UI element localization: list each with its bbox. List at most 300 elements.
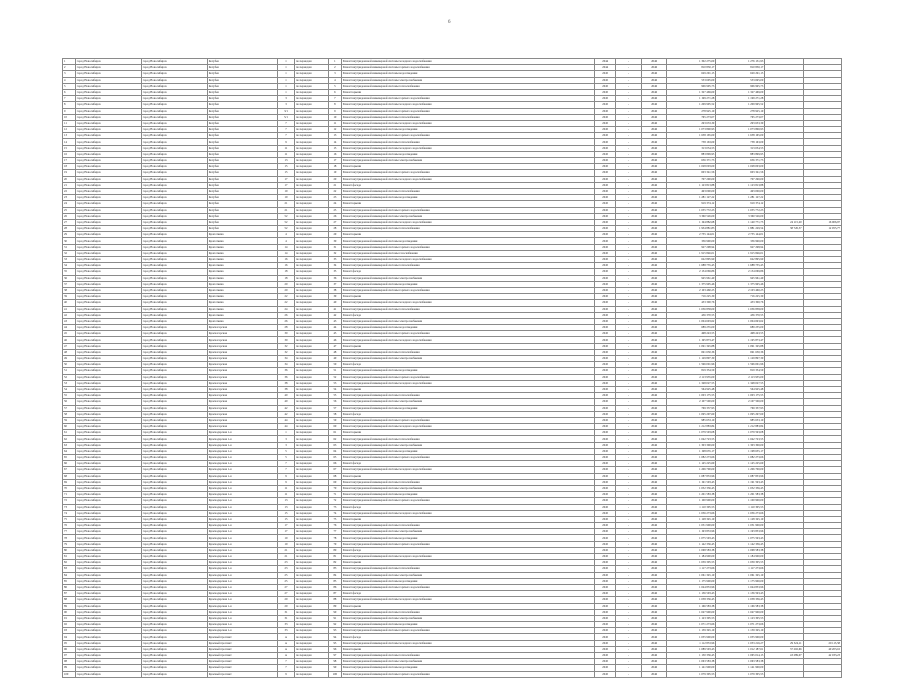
table-cell: - bbox=[616, 65, 642, 71]
table-cell: 62 bbox=[329, 436, 342, 442]
table-cell: город Новосибирск bbox=[75, 244, 141, 250]
table-cell: город Новосибирск bbox=[141, 102, 207, 108]
table-cell: 100 bbox=[63, 671, 76, 677]
table-cell: 41 bbox=[63, 306, 76, 312]
table-cell: город Новосибирск bbox=[75, 318, 141, 324]
table-cell: 1 bbox=[277, 71, 294, 77]
table-cell: 90 bbox=[329, 609, 342, 615]
table-cell: 1 117 273,66 bbox=[716, 566, 765, 572]
table-cell: 1 195 873,47 bbox=[716, 337, 765, 343]
table-cell: 20 bbox=[277, 281, 294, 287]
table-cell: город Новосибирск bbox=[141, 337, 207, 343]
table-cell: 60 bbox=[329, 424, 342, 430]
table-cell: 2045 bbox=[595, 331, 616, 337]
table-cell: город Новосибирск bbox=[141, 306, 207, 312]
table-cell: 2045 bbox=[595, 492, 616, 498]
table-cell: - bbox=[616, 479, 642, 485]
table-cell: 72 bbox=[63, 498, 76, 504]
table-cell: Ремонт внутридомовой инженерной системы теплоснабжения bbox=[341, 139, 594, 145]
table-cell: Краснодарская 1-я bbox=[207, 578, 277, 584]
table-cell: - bbox=[616, 207, 642, 213]
table-cell: 1 095 297,60 bbox=[716, 411, 765, 417]
table-cell: 493 000,00 bbox=[716, 188, 765, 194]
table-cell: Ремонт внутридомовой инженерной системы теплоснабжения bbox=[341, 114, 594, 120]
table-cell: 1 042 723,55 bbox=[667, 436, 716, 442]
table-cell: по периодам bbox=[294, 492, 328, 498]
table-cell: 1 129 897,30 bbox=[667, 356, 716, 362]
table-cell: 15 bbox=[63, 145, 76, 151]
table-cell: город Новосибирск bbox=[75, 510, 141, 516]
table-cell: 2045 bbox=[595, 646, 616, 652]
table-cell: город Новосибирск bbox=[75, 634, 141, 640]
table-cell: 1 bbox=[277, 77, 294, 83]
table-cell: по периодам bbox=[294, 195, 328, 201]
table-cell: 38 bbox=[277, 380, 294, 386]
table-cell: по периодам bbox=[294, 164, 328, 170]
table-cell: 2045 bbox=[595, 250, 616, 256]
table-cell: - bbox=[616, 145, 642, 151]
table-cell: 1 327 469,00 bbox=[716, 89, 765, 95]
table-cell: Кочубея bbox=[207, 219, 277, 225]
table-cell: 17 bbox=[329, 158, 342, 164]
table-cell: 2046 bbox=[641, 547, 667, 553]
table-cell: 985 653,10 bbox=[716, 417, 765, 423]
table-cell: Красногорская bbox=[207, 405, 277, 411]
table-cell: 2045 bbox=[595, 158, 616, 164]
table-cell: Ремонт внутридомовой инженерной системы горячего водоснабжения bbox=[341, 331, 594, 337]
table-cell: 2046 bbox=[641, 71, 667, 77]
table-cell: город Новосибирск bbox=[141, 529, 207, 535]
table-cell: Ремонт внутридомовой инженерной системы холодного водоснабжения bbox=[341, 467, 594, 473]
table-cell: 9 bbox=[329, 108, 342, 114]
table-cell: 553 695,00 bbox=[667, 77, 716, 83]
table-cell: город Новосибирск bbox=[75, 188, 141, 194]
table-cell: 906 995,73 bbox=[716, 83, 765, 89]
table-cell: Красный проспект bbox=[207, 671, 277, 677]
table-cell: 11 bbox=[63, 120, 76, 126]
table-cell: Ремонт внутридомовой инженерной системы водоотведения bbox=[341, 368, 594, 374]
table-cell: 12 bbox=[63, 127, 76, 133]
table-cell: 758 163,09 bbox=[667, 139, 716, 145]
table-cell: 2045 bbox=[595, 510, 616, 516]
table-cell: 1 110 305,53 bbox=[716, 504, 765, 510]
table-cell: город Новосибирск bbox=[141, 362, 207, 368]
table-cell: 2045 bbox=[595, 659, 616, 665]
table-cell: 2046 bbox=[641, 306, 667, 312]
table-cell: 37 bbox=[329, 281, 342, 287]
table-cell: Ремонт фасада bbox=[341, 411, 594, 417]
table-cell: город Новосибирск bbox=[141, 368, 207, 374]
table-cell: 24 bbox=[329, 201, 342, 207]
table-cell: - bbox=[616, 430, 642, 436]
table-cell: город Новосибирск bbox=[141, 275, 207, 281]
table-cell: по периодам bbox=[294, 337, 328, 343]
table-cell: по периодам bbox=[294, 473, 328, 479]
table-cell: 2046 bbox=[641, 114, 667, 120]
table-cell: 2046 bbox=[641, 368, 667, 374]
table-cell: 41 bbox=[329, 306, 342, 312]
table-cell: город Новосибирск bbox=[141, 213, 207, 219]
table-cell: 40 203,16 bbox=[803, 646, 841, 652]
table-cell: 1 091 345,88 bbox=[716, 343, 765, 349]
table-cell: по периодам bbox=[294, 127, 328, 133]
table-cell: 1 915 846,01 bbox=[716, 250, 765, 256]
table-cell: по периодам bbox=[294, 671, 328, 677]
table-cell: 69 bbox=[329, 479, 342, 485]
table-cell: 13 bbox=[329, 133, 342, 139]
table-cell: по периодам bbox=[294, 529, 328, 535]
table-cell: 31 bbox=[329, 244, 342, 250]
table-cell: 2045 bbox=[595, 430, 616, 436]
table-cell: 9 bbox=[277, 139, 294, 145]
table-cell: по периодам bbox=[294, 281, 328, 287]
table-cell: 1 036 858,00 bbox=[667, 306, 716, 312]
table-cell: Ремонт внутридомовой инженерной системы горячего водоснабжения bbox=[341, 541, 594, 547]
table-cell: город Новосибирск bbox=[141, 653, 207, 659]
table-cell: 689 255,00 bbox=[667, 325, 716, 331]
table-cell: Кочубея bbox=[207, 213, 277, 219]
table-cell: Ремонт крыши bbox=[341, 164, 594, 170]
table-cell: 1 142 336,45 bbox=[667, 541, 716, 547]
table-cell: 57 bbox=[63, 405, 76, 411]
table-cell: 2046 bbox=[641, 646, 667, 652]
table-cell: 2045 bbox=[595, 535, 616, 541]
table-cell: 1 166 583,38 bbox=[716, 603, 765, 609]
table-cell: по периодам bbox=[294, 479, 328, 485]
table-cell: 2046 bbox=[641, 164, 667, 170]
table-cell: город Новосибирск bbox=[75, 380, 141, 386]
table-cell: Красногорская bbox=[207, 399, 277, 405]
table-cell: 2 113 935,00 bbox=[667, 374, 716, 380]
table-cell: 17 bbox=[277, 182, 294, 188]
table-cell: 2045 bbox=[595, 133, 616, 139]
table-cell: Кропоткина bbox=[207, 306, 277, 312]
table-cell: 293 633,39 bbox=[667, 120, 716, 126]
table-cell: - bbox=[616, 424, 642, 430]
table-cell: по периодам bbox=[294, 498, 328, 504]
table-cell: 1 bbox=[277, 65, 294, 71]
table-cell: 18 bbox=[277, 275, 294, 281]
table-cell: по периодам bbox=[294, 226, 328, 232]
table-cell: 2046 bbox=[641, 603, 667, 609]
table-cell: - bbox=[616, 510, 642, 516]
table-cell: 2046 bbox=[641, 591, 667, 597]
table-cell: - bbox=[616, 275, 642, 281]
table-cell: Кочубея bbox=[207, 83, 277, 89]
table-cell: 82 bbox=[63, 560, 76, 566]
table-cell: 75 bbox=[329, 516, 342, 522]
table-cell: город Новосибирск bbox=[75, 213, 141, 219]
table-cell: - bbox=[616, 653, 642, 659]
table-cell: 43 bbox=[63, 318, 76, 324]
table-cell: 1 039 305,53 bbox=[667, 560, 716, 566]
table-cell: 77 bbox=[329, 529, 342, 535]
table-cell: город Новосибирск bbox=[75, 436, 141, 442]
table-cell: 58 bbox=[63, 411, 76, 417]
table-cell: 66 bbox=[63, 461, 76, 467]
table-cell: 2046 bbox=[641, 158, 667, 164]
table-cell: Ремонт внутридомовой инженерной системы горячего водоснабжения bbox=[341, 374, 594, 380]
table-cell: - bbox=[616, 411, 642, 417]
table-cell: 80 bbox=[63, 547, 76, 553]
table-cell: Ремонт крыши bbox=[341, 89, 594, 95]
table-cell: 77 bbox=[63, 529, 76, 535]
table-cell: 15 bbox=[277, 510, 294, 516]
table-cell: город Новосибирск bbox=[75, 424, 141, 430]
table-cell: 810 830,17 bbox=[716, 65, 765, 71]
table-cell: город Новосибирск bbox=[141, 325, 207, 331]
table-cell: Ремонт внутридомовой инженерной системы электроснабжения bbox=[341, 399, 594, 405]
table-cell: 19 bbox=[277, 188, 294, 194]
table-cell: 453 300,76 bbox=[667, 300, 716, 306]
table-cell: город Новосибирск bbox=[141, 665, 207, 671]
table-cell: - bbox=[616, 294, 642, 300]
table-cell: Кочубея bbox=[207, 114, 277, 120]
table-cell: город Новосибирск bbox=[75, 356, 141, 362]
table-cell: 2046 bbox=[641, 108, 667, 114]
table-cell: 1 112 853,96 bbox=[667, 640, 716, 646]
table-cell: - bbox=[616, 646, 642, 652]
table-cell: 769 337,93 bbox=[716, 405, 765, 411]
table-cell: Кочубея bbox=[207, 164, 277, 170]
table-cell: 2046 bbox=[641, 609, 667, 615]
table-cell: 1 079 593,08 bbox=[667, 430, 716, 436]
table-cell: 2045 bbox=[595, 417, 616, 423]
table-cell: 1 079 305,53 bbox=[716, 671, 765, 677]
table-cell: 1 348 027,55 bbox=[667, 380, 716, 386]
table-cell: 3 bbox=[277, 436, 294, 442]
table-cell: 31 bbox=[63, 244, 76, 250]
table-cell: Ремонт внутридомовой инженерной системы холодного водоснабжения bbox=[341, 554, 594, 560]
table-cell: 29 bbox=[63, 232, 76, 238]
table-cell: 82 bbox=[329, 560, 342, 566]
table-cell: по периодам bbox=[294, 232, 328, 238]
table-cell: 1 055 772,23 bbox=[716, 207, 765, 213]
table-cell: 707 290,00 bbox=[716, 176, 765, 182]
table-cell: 1 036 273,66 bbox=[716, 510, 765, 516]
table-cell: Красногорская bbox=[207, 393, 277, 399]
table-cell: Ремонт внутридомовой инженерной системы горячего водоснабжения bbox=[341, 671, 594, 677]
table-cell: Ремонт внутридомовой инженерной системы теплоснабжения bbox=[341, 393, 594, 399]
table-cell: - bbox=[616, 584, 642, 590]
table-cell: 1 303 300,00 bbox=[667, 442, 716, 448]
table-cell: 1 212 883,84 bbox=[716, 424, 765, 430]
table-cell: 1 184 900,00 bbox=[716, 554, 765, 560]
table-cell: 7 bbox=[277, 461, 294, 467]
table-cell: город Новосибирск bbox=[141, 640, 207, 646]
table-cell: 1 052 336,45 bbox=[716, 485, 765, 491]
table-cell: 55 bbox=[63, 393, 76, 399]
table-cell: 1 142 336,45 bbox=[716, 541, 765, 547]
table-cell: 38 bbox=[329, 287, 342, 293]
table-cell: Красногорская bbox=[207, 424, 277, 430]
table-cell: город Новосибирск bbox=[141, 578, 207, 584]
table-cell: 2045 bbox=[595, 393, 616, 399]
table-cell: город Новосибирск bbox=[75, 145, 141, 151]
table-cell: Красногорская bbox=[207, 343, 277, 349]
table-cell: Краснодарская 1-я bbox=[207, 473, 277, 479]
table-cell: 769 337,93 bbox=[667, 405, 716, 411]
table-cell: 28 bbox=[277, 325, 294, 331]
table-cell: 1 201 583,38 bbox=[667, 492, 716, 498]
table-cell: 2045 bbox=[595, 318, 616, 324]
table-cell: - bbox=[616, 560, 642, 566]
table-cell: - bbox=[616, 529, 642, 535]
table-cell: 16 bbox=[63, 151, 76, 157]
table-cell: Кочубея bbox=[207, 176, 277, 182]
table-cell: 9 bbox=[277, 671, 294, 677]
table-cell: 24 115,20 bbox=[765, 219, 803, 225]
table-cell: 36 bbox=[277, 368, 294, 374]
table-cell: - bbox=[616, 380, 642, 386]
table-cell: 2046 bbox=[641, 59, 667, 65]
table-cell: 1 036 858,00 bbox=[716, 306, 765, 312]
table-cell: Кочубея bbox=[207, 151, 277, 157]
table-cell: по периодам bbox=[294, 170, 328, 176]
table-cell: 70 bbox=[329, 485, 342, 491]
table-cell: город Новосибирск bbox=[75, 393, 141, 399]
table-cell: 40 bbox=[63, 300, 76, 306]
table-cell: 1 082 273,66 bbox=[716, 455, 765, 461]
table-cell: 1 123 813,88 bbox=[716, 182, 765, 188]
table-cell: Красногорская bbox=[207, 349, 277, 355]
table-cell: - bbox=[616, 547, 642, 553]
table-cell: город Новосибирск bbox=[141, 164, 207, 170]
table-cell: 2046 bbox=[641, 628, 667, 634]
table-cell: Ремонт внутридомовой инженерной системы холодного водоснабжения bbox=[341, 597, 594, 603]
table-row bbox=[63, 671, 842, 677]
table-cell: Ремонт внутридомовой инженерной системы холодного водоснабжения bbox=[341, 510, 594, 516]
table-cell: город Новосибирск bbox=[141, 597, 207, 603]
table-cell: 83 bbox=[63, 566, 76, 572]
table-cell: 2046 bbox=[641, 615, 667, 621]
table-cell: город Новосибирск bbox=[141, 83, 207, 89]
table-cell: 2046 bbox=[641, 455, 667, 461]
table-cell: город Новосибирск bbox=[141, 59, 207, 65]
table-cell: город Новосибирск bbox=[75, 547, 141, 553]
table-cell: Кочубея bbox=[207, 65, 277, 71]
table-cell: по периодам bbox=[294, 201, 328, 207]
table-cell: 22 bbox=[277, 300, 294, 306]
table-cell: 336 990,00 bbox=[667, 238, 716, 244]
table-cell: по периодам bbox=[294, 96, 328, 102]
table-cell: по периодам bbox=[294, 244, 328, 250]
table-cell: город Новосибирск bbox=[141, 318, 207, 324]
table-cell: A bbox=[277, 646, 294, 652]
table-cell: 11 bbox=[277, 485, 294, 491]
table-cell: 52 bbox=[277, 219, 294, 225]
table-cell: 2046 bbox=[641, 572, 667, 578]
table-cell: по периодам bbox=[294, 485, 328, 491]
table-cell: Ремонт внутридомовой инженерной системы теплоснабжения bbox=[341, 226, 594, 232]
table-cell: 5 bbox=[63, 83, 76, 89]
table-cell: Краснодарская 1-я bbox=[207, 430, 277, 436]
table-cell: по периодам bbox=[294, 535, 328, 541]
table-cell: 7 bbox=[329, 96, 342, 102]
table-cell: 36 bbox=[63, 275, 76, 281]
table-cell: город Новосибирск bbox=[141, 591, 207, 597]
table-cell: Кропоткина bbox=[207, 318, 277, 324]
table-cell: 25 bbox=[277, 578, 294, 584]
table-cell: - bbox=[616, 287, 642, 293]
table-cell: 2045 bbox=[595, 77, 616, 83]
table-cell: 15 bbox=[277, 164, 294, 170]
table-cell: по периодам bbox=[294, 510, 328, 516]
table-cell: город Новосибирск bbox=[141, 584, 207, 590]
table-cell: 8 bbox=[329, 102, 342, 108]
table-cell: 436 370,55 bbox=[716, 312, 765, 318]
table-cell: 67 bbox=[329, 467, 342, 473]
table-cell: - bbox=[616, 219, 642, 225]
table-cell: 2045 bbox=[595, 244, 616, 250]
table-cell: 2046 bbox=[641, 219, 667, 225]
table-cell: Краснодарская 1-я bbox=[207, 609, 277, 615]
table-cell: 84 bbox=[329, 572, 342, 578]
table-cell: 1 bbox=[329, 59, 342, 65]
table-cell: 39 bbox=[329, 294, 342, 300]
table-cell: город Новосибирск bbox=[141, 176, 207, 182]
table-cell: Краснодарская 1-я bbox=[207, 492, 277, 498]
table-cell: 47 bbox=[63, 343, 76, 349]
table-cell: 32 bbox=[329, 250, 342, 256]
table-cell: 2 154 069,86 bbox=[716, 269, 765, 275]
table-cell: 30 bbox=[277, 337, 294, 343]
table-cell: город Новосибирск bbox=[141, 628, 207, 634]
table-cell: Краснодарская 1-я bbox=[207, 529, 277, 535]
table-cell: Кочубея bbox=[207, 139, 277, 145]
table-cell: 2045 bbox=[595, 312, 616, 318]
table-cell: 50 bbox=[63, 362, 76, 368]
table-cell: 2045 bbox=[595, 498, 616, 504]
table-cell: 74 bbox=[329, 510, 342, 516]
table-cell: 1 079 593,08 bbox=[716, 430, 765, 436]
table-cell: 2045 bbox=[595, 615, 616, 621]
table-cell: 95 bbox=[329, 640, 342, 646]
table-cell: 33 bbox=[277, 622, 294, 628]
table-cell: - bbox=[616, 368, 642, 374]
table-cell: 2045 bbox=[595, 182, 616, 188]
table-cell: - bbox=[616, 182, 642, 188]
table-cell: город Новосибирск bbox=[141, 498, 207, 504]
table-cell: Краснодарская 1-я bbox=[207, 455, 277, 461]
table-cell: по периодам bbox=[294, 504, 328, 510]
table-cell: 2045 bbox=[595, 108, 616, 114]
table-cell: 656 371,73 bbox=[667, 158, 716, 164]
table-cell: 2046 bbox=[641, 417, 667, 423]
table-cell: 2045 bbox=[595, 275, 616, 281]
table-cell: Кочубея bbox=[207, 207, 277, 213]
table-cell: Ремонт внутридомовой инженерной системы электроснабжения bbox=[341, 356, 594, 362]
table-cell: 33 bbox=[329, 257, 342, 263]
table-cell: 919 374,12 bbox=[716, 201, 765, 207]
table-cell: 1 004 693,62 bbox=[667, 318, 716, 324]
table-cell: 2045 bbox=[595, 102, 616, 108]
table-cell: по периодам bbox=[294, 560, 328, 566]
table-cell: Кочубея bbox=[207, 158, 277, 164]
table-cell: по периодам bbox=[294, 455, 328, 461]
table-cell: Ремонт внутридомовой инженерной системы электроснабжения bbox=[341, 615, 594, 621]
table-cell: 27 bbox=[329, 219, 342, 225]
table-cell: - bbox=[616, 201, 642, 207]
table-cell: 1 bbox=[277, 430, 294, 436]
table-cell: 99 bbox=[63, 665, 76, 671]
table-cell: 28 bbox=[63, 226, 76, 232]
table-cell: 54 bbox=[63, 386, 76, 392]
table-cell: по периодам bbox=[294, 213, 328, 219]
table-cell: 2046 bbox=[641, 461, 667, 467]
table-cell: 30 bbox=[329, 238, 342, 244]
table-cell: Красный проспект bbox=[207, 659, 277, 665]
